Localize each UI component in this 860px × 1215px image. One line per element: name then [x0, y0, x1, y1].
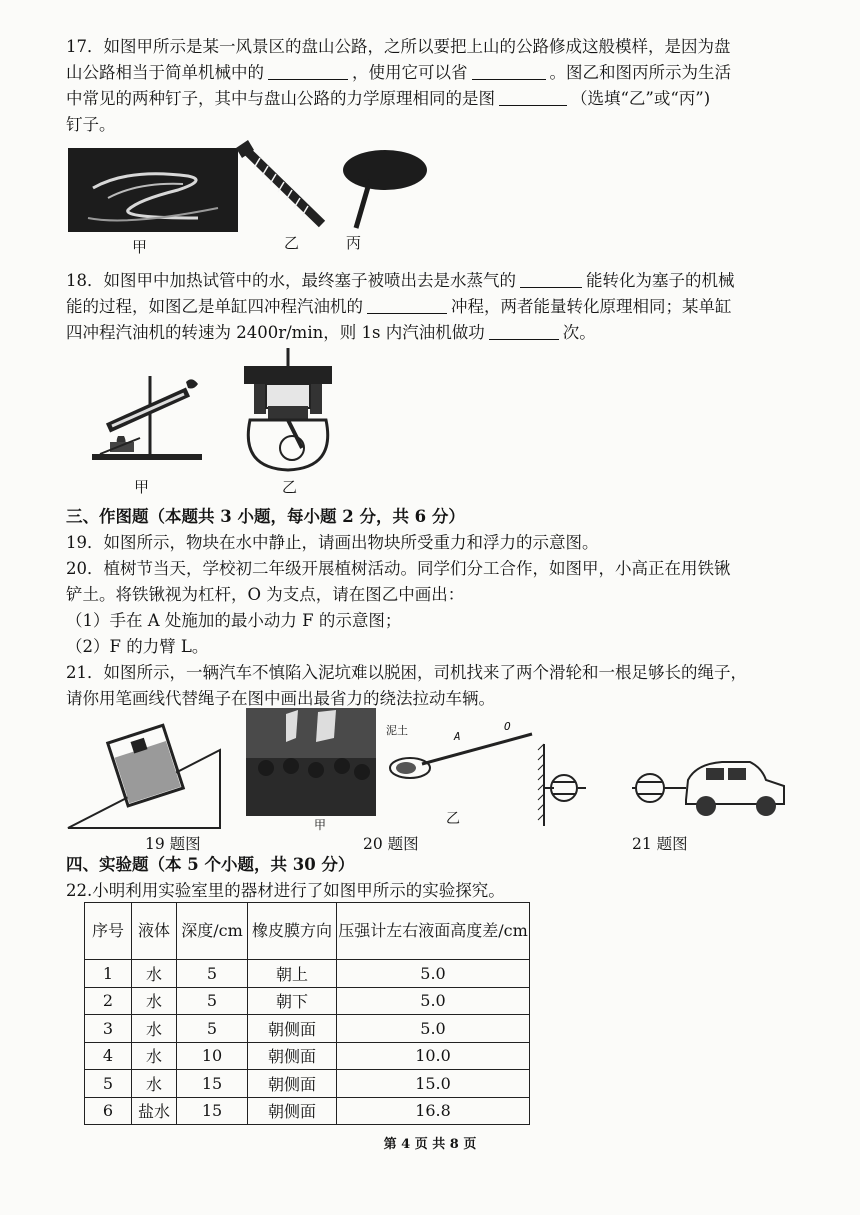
table-cell: 15	[177, 1070, 248, 1098]
table-cell: 5.0	[337, 987, 530, 1015]
table-row	[85, 1042, 530, 1070]
table-cell: 朝下	[248, 987, 337, 1015]
answer-blank[interactable]	[520, 271, 582, 288]
table-header: 深度/cm	[177, 903, 248, 960]
test-tube-heating-figure	[88, 368, 213, 463]
table-header: 橡皮膜方向	[248, 903, 337, 960]
table-row	[85, 1097, 530, 1125]
question-21-line-2: 请你用笔画线代替绳子在图中画出最省力的绕法拉动车辆。	[66, 689, 495, 708]
table-cell: 朝上	[248, 960, 337, 988]
question-22: 22.小明利用实验室里的器材进行了如图甲所示的实验探究。	[66, 881, 505, 900]
q17-line-3: 中常见的两种钉子，其中与盘山公路的力学原理相同的是图 （选填“乙”或“丙”)	[66, 89, 711, 108]
fig-caption-yi: 乙	[284, 234, 300, 252]
table-cell: 5.0	[337, 1015, 530, 1043]
table-row	[85, 987, 530, 1015]
fig20-point-a: A	[454, 730, 461, 743]
section-3-heading: 三、作图题（本题共 3 小题，每小题 2 分，共 6 分）	[66, 507, 465, 526]
table-cell: 10.0	[337, 1042, 530, 1070]
answer-blank[interactable]	[268, 63, 348, 80]
table-cell: 5	[177, 1015, 248, 1043]
table-cell: 水	[132, 1070, 177, 1098]
table-cell: 2	[85, 987, 132, 1015]
table-header: 序号	[85, 903, 132, 960]
table-header: 液体	[132, 903, 177, 960]
q17-line-2: 山公路相当于简单机械中的 ，使用它可以省 。图乙和图丙所示为生活	[66, 63, 731, 82]
q18-line-1: 18．如图甲中加热试管中的水，最终塞子被喷出去是水蒸气的 能转化为塞子的机械	[66, 271, 735, 290]
table-cell: 朝侧面	[248, 1042, 337, 1070]
question-17	[66, 34, 806, 138]
section-4	[66, 852, 806, 904]
table-cell: 朝侧面	[248, 1097, 337, 1125]
question-20-line-2: 铲土。将铁锹视为杠杆，O 为支点，请在图乙中画出：	[66, 585, 465, 604]
table-cell: 1	[85, 960, 132, 988]
fig20-caption-jia: 甲	[314, 818, 327, 832]
fig21-caption: 21 题图	[632, 835, 688, 853]
table-cell: 4	[85, 1042, 132, 1070]
table-cell: 10	[177, 1042, 248, 1070]
table-cell: 水	[132, 1042, 177, 1070]
shovel-lever-figure	[386, 730, 536, 780]
fig-caption-yi: 乙	[282, 478, 298, 496]
question-20-line-3: （1）手在 A 处施加的最小动力 F 的示意图；	[66, 611, 402, 630]
tree-planting-photo	[246, 708, 376, 816]
fig-caption-bing: 丙	[346, 234, 362, 252]
table-cell: 朝侧面	[248, 1015, 337, 1043]
incline-block-figure	[66, 724, 226, 834]
table-cell: 水	[132, 960, 177, 988]
table-header-row	[85, 903, 530, 960]
fig20-mud-label: 泥土	[386, 724, 408, 737]
table-row	[85, 1015, 530, 1043]
q17-line-1: 17．如图甲所示是某一风景区的盘山公路，之所以要把上山的公路修成这般模样，是因为盘	[66, 37, 731, 56]
table-cell: 3	[85, 1015, 132, 1043]
question-20-line-4: （2）F 的力臂 L。	[66, 637, 209, 656]
table-cell: 5	[177, 960, 248, 988]
section-3	[66, 504, 806, 712]
table-cell: 水	[132, 987, 177, 1015]
table-cell: 5	[177, 987, 248, 1015]
question-18	[66, 268, 806, 346]
table-cell: 水	[132, 1015, 177, 1043]
engine-cylinder-figure	[240, 348, 336, 474]
experiment-table	[84, 902, 530, 1125]
q17-line-4: 钉子。	[66, 115, 116, 134]
answer-blank[interactable]	[499, 89, 567, 106]
q18-line-2: 能的过程，如图乙是单缸四冲程汽油机的 冲程，两者能量转化原理相同；某单缸	[66, 297, 732, 316]
question-19: 19．如图所示，物块在水中静止，请画出物块所受重力和浮力的示意图。	[66, 533, 599, 552]
thumbtack-figure	[330, 148, 430, 230]
answer-blank[interactable]	[472, 63, 546, 80]
fig19-caption: 19 题图	[145, 835, 201, 853]
fig-caption-jia: 甲	[132, 238, 148, 256]
answer-blank[interactable]	[489, 323, 559, 340]
page-footer: 第 4 页 共 8 页	[383, 1137, 477, 1152]
fig-caption-jia: 甲	[134, 478, 150, 496]
table-cell: 5.0	[337, 960, 530, 988]
fig20-point-o: O	[504, 720, 511, 733]
table-cell: 盐水	[132, 1097, 177, 1125]
table-cell: 15	[177, 1097, 248, 1125]
table-row	[85, 960, 530, 988]
table-cell: 16.8	[337, 1097, 530, 1125]
pulley-car-figure	[536, 742, 790, 828]
mountain-road-figure	[68, 148, 238, 232]
screw-figure	[232, 138, 327, 228]
q18-line-3: 四冲程汽油机的转速为 2400r/min，则 1s 内汽油机做功 次。	[66, 323, 596, 342]
table-row	[85, 1070, 530, 1098]
table-cell: 朝侧面	[248, 1070, 337, 1098]
question-21-line-1: 21．如图所示，一辆汽车不慎陷入泥坑难以脱困，司机找来了两个滑轮和一根足够长的绳子，	[66, 663, 747, 682]
fig20-caption: 20 题图	[363, 835, 419, 853]
question-20-line-1: 20．植树节当天，学校初二年级开展植树活动。同学们分工合作，如图甲，小高正在用铁锹	[66, 559, 731, 578]
table-cell: 5	[85, 1070, 132, 1098]
table-header: 压强计左右液面高度差/cm	[337, 903, 530, 960]
table-cell: 6	[85, 1097, 132, 1125]
fig20-caption-yi: 乙	[446, 811, 460, 827]
section-4-heading: 四、实验题（本 5 个小题，共 30 分）	[66, 855, 355, 874]
table-cell: 15.0	[337, 1070, 530, 1098]
answer-blank[interactable]	[367, 297, 447, 314]
